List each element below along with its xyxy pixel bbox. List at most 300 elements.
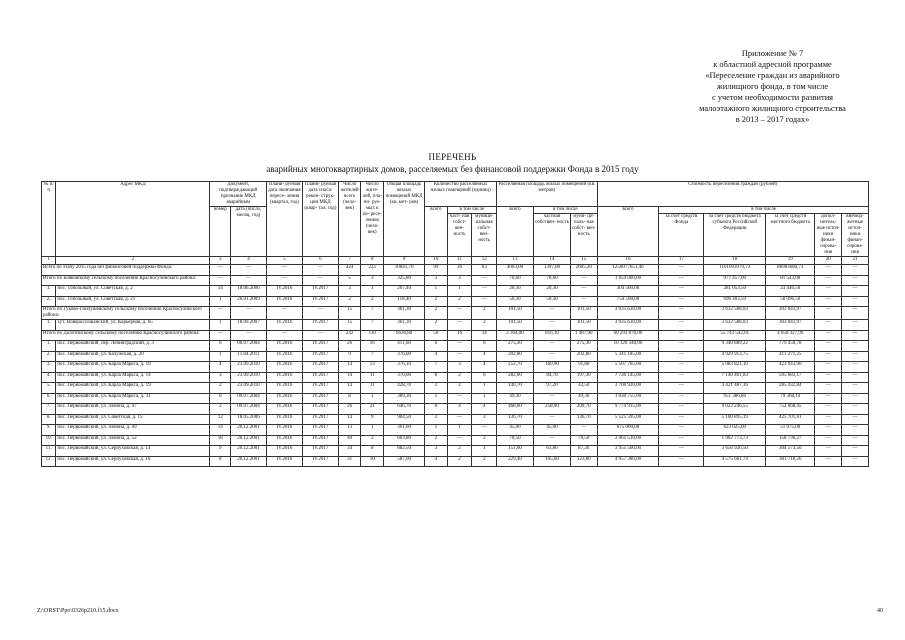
table-cell: 389,30 xyxy=(384,393,425,404)
table-cell: 209,70 xyxy=(570,404,597,415)
table-row xyxy=(42,383,869,394)
header-residents: Число жителей всего (чело- век) xyxy=(338,182,361,257)
table-cell: 2 xyxy=(425,307,448,320)
row-address: пос. Первомайский, ул. Карла Маркса, д. 14 xyxy=(56,372,210,383)
header-regional: за счет средств бюджета субъекта Российской Федерации xyxy=(704,214,766,257)
header-doc-date: дата (число, месяц, год) xyxy=(231,207,267,257)
table-cell: 8 xyxy=(425,372,448,383)
table-cell: 158 736,27 xyxy=(766,435,815,446)
row-number: 4. xyxy=(42,372,56,383)
table-cell: 977 457,00 xyxy=(704,275,766,286)
table-cell: 1 xyxy=(472,446,497,457)
table-cell: 4 xyxy=(425,456,448,467)
table-cell: 1 xyxy=(425,286,448,297)
table-subtotal-row xyxy=(42,275,869,286)
houses-table xyxy=(41,181,869,467)
table-cell: IV.2017 xyxy=(302,351,338,362)
table-cell: IV.2017 xyxy=(302,341,338,352)
table-row xyxy=(42,296,869,307)
table-cell: — xyxy=(447,307,472,320)
table-cell: 70,60 xyxy=(497,275,534,286)
table-cell: 18.09.2007 xyxy=(231,320,267,331)
table-cell: 281 053,50 xyxy=(704,286,766,297)
header-address: Адрес МКД xyxy=(56,182,210,257)
table-cell: 752 668,45 xyxy=(766,404,815,415)
table-row xyxy=(42,456,869,467)
table-cell: 4 xyxy=(210,362,231,373)
table-cell: — xyxy=(815,320,842,331)
table-cell: — xyxy=(231,307,267,320)
header-private: част- ная собст- вен- ность xyxy=(447,214,472,257)
table-cell: 3 xyxy=(338,286,361,297)
table-cell: 4 957 380,00 xyxy=(597,456,659,467)
column-number: 9 xyxy=(384,257,425,265)
table-cell: 951 386,86 xyxy=(704,393,766,404)
table-cell: 3 935 630,00 xyxy=(597,320,659,331)
appendix-line: с учетом необходимости развития xyxy=(711,93,834,102)
table-cell: 1 059 000,00 xyxy=(597,275,659,286)
table-cell: — xyxy=(815,425,842,436)
column-number: 20 xyxy=(815,257,842,265)
table-cell: 11 xyxy=(361,372,384,383)
table-cell: 304 573,50 xyxy=(766,446,815,457)
row-address: пос. Первомайский, ул. Ленина, д. 47 xyxy=(56,404,210,415)
table-cell: — xyxy=(659,414,704,425)
header-area-total: всего xyxy=(497,207,534,257)
table-cell: — xyxy=(447,341,472,352)
table-cell: IV.2016 xyxy=(266,372,302,383)
table-cell: IV.2017 xyxy=(302,425,338,436)
column-numbers-row xyxy=(42,257,869,265)
table-subtotal-row xyxy=(42,265,869,276)
table-cell: — xyxy=(842,435,869,446)
column-number: 19 xyxy=(766,257,815,265)
column-number: 8 xyxy=(361,257,384,265)
table-cell: — xyxy=(570,286,597,297)
table-cell: 5 525 595,00 xyxy=(597,414,659,425)
table-cell: 275,30 xyxy=(570,341,597,352)
table-cell: 23.09.2010 xyxy=(231,372,267,383)
table-cell: 3 935 630,00 xyxy=(597,307,659,320)
table-cell: 11.04.2011 xyxy=(231,351,267,362)
table-cell: 105,60 xyxy=(533,456,570,467)
table-cell: 1 xyxy=(425,393,448,404)
table-cell: 587,00 xyxy=(384,456,425,467)
table-cell: 4 xyxy=(472,362,497,373)
table-cell: 60 293 870,00 xyxy=(597,330,659,341)
table-cell: 23.09.2010 xyxy=(231,362,267,373)
table-cell: 1250077651,46 xyxy=(597,265,659,276)
table-cell: 423 943,90 xyxy=(766,362,815,373)
table-cell: — xyxy=(231,265,267,276)
row-label: Итого по Долотинскому сельскому поселению Красносулинского района: xyxy=(42,330,210,341)
table-cell: 06.07.2004 xyxy=(231,341,267,352)
table-cell: — xyxy=(842,330,869,341)
table-cell: 603,80 xyxy=(384,435,425,446)
table-cell: 5 507 765,00 xyxy=(597,362,659,373)
table-cell: — xyxy=(210,307,231,320)
table-cell: 361,30 xyxy=(384,307,425,320)
table-cell: 3 xyxy=(447,275,472,286)
table-cell: 5 083 821,10 xyxy=(704,362,766,373)
table-cell: 14 xyxy=(338,362,361,373)
table-cell: 5 100 895,19 xyxy=(704,414,766,425)
table-cell: IV.2016 xyxy=(266,435,302,446)
table-cell: — xyxy=(659,275,704,286)
table-cell: 3 xyxy=(425,446,448,457)
header-res-planned: Число жите- лей, пла- ни- руе- мых к пе- ресе- лению (чело- век) xyxy=(361,182,384,257)
header-area-incl: в том числе xyxy=(533,207,597,214)
table-cell: 50,30 xyxy=(533,296,570,307)
table-cell: 1 xyxy=(472,383,497,394)
table-cell: 2 xyxy=(447,372,472,383)
table-cell: 20.12.2001 xyxy=(231,435,267,446)
table-cell: 882,50 xyxy=(384,446,425,457)
header-cost: Стоимость переселения граждан (рублей) xyxy=(597,182,868,207)
table-cell: 101,50 xyxy=(497,320,534,331)
table-cell: 91,80 xyxy=(570,362,597,373)
table-cell: 79 368,14 xyxy=(766,393,815,404)
table-cell: 207,40 xyxy=(384,286,425,297)
table-cell: 9 xyxy=(210,446,231,457)
table-cell: 15 xyxy=(338,320,361,331)
table-row xyxy=(42,425,869,436)
row-number: 3. xyxy=(42,362,56,373)
table-cell: 304 500,00 xyxy=(597,286,659,297)
row-address: пос. Топольный, ул. Советская, д. 2 xyxy=(56,286,210,297)
table-cell: — xyxy=(842,351,869,362)
column-number: 12 xyxy=(472,257,497,265)
table-cell: 26.01.2009 xyxy=(231,296,267,307)
table-cell: 63 xyxy=(472,265,497,276)
table-cell: IV.2017 xyxy=(302,414,338,425)
table-cell: 55 743 542,01 xyxy=(704,330,766,341)
table-cell: IV.2016 xyxy=(266,393,302,404)
header-rooms-count: Количество расселяемых жилых помещений (единиц) xyxy=(425,182,497,207)
footer-file-path: Z:\ORST\Ppo\0326p210.f15.docx xyxy=(37,608,119,614)
table-cell: 361,30 xyxy=(384,320,425,331)
table-cell: 376,00 xyxy=(384,351,425,362)
table-cell: — xyxy=(842,275,869,286)
appendix-line: малоэтажного жилищного строительства xyxy=(699,104,846,113)
table-cell: — xyxy=(659,296,704,307)
table-cell: IV.2017 xyxy=(302,404,338,415)
header-fund: за счет средств Фонда xyxy=(659,214,704,257)
table-cell: 7 xyxy=(361,307,384,320)
table-cell: — xyxy=(472,286,497,297)
table-cell: 1 xyxy=(472,393,497,404)
table-cell: IV.2016 xyxy=(266,425,302,436)
table-cell: — xyxy=(815,404,842,415)
table-cell: — xyxy=(533,341,570,352)
table-cell: 50,30 xyxy=(497,296,534,307)
table-cell: IV.2017 xyxy=(302,320,338,331)
table-cell: — xyxy=(659,362,704,373)
table-cell: — xyxy=(302,330,338,341)
table-cell: 4 xyxy=(447,404,472,415)
table-cell: 12 xyxy=(210,414,231,425)
header-plan-demolish: Плани- руемая дата сноса/ рекон- струк- ции МКД (квар- тал, год) xyxy=(302,182,338,257)
column-number: 2 xyxy=(56,257,210,265)
table-cell: 45,00 xyxy=(533,425,570,436)
table-cell: 8 xyxy=(338,393,361,404)
table-cell: 5 341 185,00 xyxy=(597,351,659,362)
row-number: 5. xyxy=(42,383,56,394)
table-cell: 70,60 xyxy=(533,275,570,286)
table-cell: — xyxy=(842,320,869,331)
table-cell: IV.2017 xyxy=(302,435,338,446)
table-cell: 7 xyxy=(361,320,384,331)
table-cell: 197,30 xyxy=(570,372,597,383)
table-cell: — xyxy=(659,286,704,297)
table-cell: 623 025,00 xyxy=(704,425,766,436)
table-cell: IV.2017 xyxy=(302,393,338,404)
table-cell: 904,50 xyxy=(384,414,425,425)
header-area-rehoused: Расселяемая площадь жилых помещений (кв. метров) xyxy=(497,182,598,207)
row-address: пос. Топольный, ул. Советская, д. 21 xyxy=(56,296,210,307)
table-cell: — xyxy=(815,307,842,320)
table-row xyxy=(42,362,869,373)
table-cell: — xyxy=(815,286,842,297)
table-cell: 754 500,00 xyxy=(597,296,659,307)
table-cell: IV.2017 xyxy=(302,286,338,297)
table-cell: 20,30 xyxy=(533,286,570,297)
table-cell: 8 xyxy=(425,404,448,415)
table-cell: — xyxy=(659,446,704,457)
table-cell: 646,70 xyxy=(384,404,425,415)
table-cell: 50 xyxy=(425,330,448,341)
column-number: 15 xyxy=(570,257,597,265)
table-cell: 31 xyxy=(338,456,361,467)
table-cell: 14 xyxy=(338,372,361,383)
appendix-line: Приложение № 7 xyxy=(741,49,804,58)
table-row xyxy=(42,393,869,404)
table-cell: 202,80 xyxy=(570,351,597,362)
table-cell: 3 xyxy=(447,362,472,373)
table-cell: — xyxy=(842,383,869,394)
table-cell: 303 041,97 xyxy=(766,307,815,320)
row-label: Итого по Гуково-Гнилушевскому сельскому поселению Красносулинского района: xyxy=(42,307,210,320)
table-cell: 15 xyxy=(338,307,361,320)
table-row xyxy=(42,372,869,383)
table-cell: 14 xyxy=(338,383,361,394)
table-cell: — xyxy=(302,275,338,286)
table-cell: 1 xyxy=(210,296,231,307)
table-cell: 779 450,78 xyxy=(766,341,815,352)
table-cell: 4 xyxy=(472,404,497,415)
table-cell: 14 xyxy=(210,286,231,297)
table-cell: 242 xyxy=(338,330,361,341)
table-cell: 70,50 xyxy=(497,435,534,446)
table-cell: 20.12.2001 xyxy=(231,456,267,467)
table-cell: 2 xyxy=(447,296,472,307)
table-cell: — xyxy=(659,383,704,394)
table-cell: 110 xyxy=(361,330,384,341)
table-cell: 9 340 889,22 xyxy=(704,341,766,352)
table-cell: — xyxy=(302,265,338,276)
table-cell: 4 929 913,75 xyxy=(704,351,766,362)
table-cell: 370,00 xyxy=(384,372,425,383)
table-cell: 2 304,00 xyxy=(497,330,534,341)
table-cell: 6 xyxy=(210,341,231,352)
column-number: 16 xyxy=(597,257,659,265)
row-address: пос. Первомайский, пер. Ленинградский, д. 3 xyxy=(56,341,210,352)
table-cell: — xyxy=(659,265,704,276)
table-cell: 9 xyxy=(338,351,361,362)
table-cell: 34 xyxy=(338,446,361,457)
table-cell: — xyxy=(842,393,869,404)
table-cell: — xyxy=(815,265,842,276)
table-cell: — xyxy=(266,330,302,341)
table-cell: 7 140 461,83 xyxy=(704,372,766,383)
table-cell: 1 xyxy=(447,425,472,436)
table-cell: 424 xyxy=(338,265,361,276)
table-cell: IV.2017 xyxy=(302,446,338,457)
table-cell: — xyxy=(815,351,842,362)
page-number: 40 xyxy=(877,608,883,614)
table-cell: 361,60 xyxy=(384,425,425,436)
row-address: хут. Новороссошанский, ул. Карьерная, д. 65 xyxy=(56,320,210,331)
row-number: 7. xyxy=(42,404,56,415)
table-cell: — xyxy=(659,456,704,467)
table-cell: 14 xyxy=(210,425,231,436)
table-cell: 2 xyxy=(472,320,497,331)
table-cell: 2605,20 xyxy=(570,265,597,276)
table-cell: IV.2017 xyxy=(302,372,338,383)
row-address: пос. Первомайский, ул. Карла Маркса, д. 31 xyxy=(56,393,210,404)
table-cell: — xyxy=(472,425,497,436)
table-cell: 2 xyxy=(472,435,497,446)
table-cell: — xyxy=(659,307,704,320)
table-subtotal-row xyxy=(42,307,869,320)
table-cell: 2 xyxy=(210,383,231,394)
table-cell: — xyxy=(815,435,842,446)
header-cost-total: всего xyxy=(597,207,659,257)
table-cell: 3 xyxy=(361,275,384,286)
table-row xyxy=(42,351,869,362)
table-cell: — xyxy=(266,275,302,286)
row-number: 9. xyxy=(42,425,56,436)
table-cell: 2 xyxy=(447,446,472,457)
table-cell: 11 xyxy=(361,383,384,394)
column-number: 4 xyxy=(231,257,267,265)
table-cell: — xyxy=(447,351,472,362)
table-cell: 3 421 487,16 xyxy=(704,383,766,394)
row-address: пос. Первомайский, ул. Серпуховская, д. 14 xyxy=(56,446,210,457)
appendix-line: жилищного фонда, в том числе xyxy=(716,82,829,91)
table-cell: 36 xyxy=(447,265,472,276)
table-cell: — xyxy=(231,330,267,341)
table-cell: 13 xyxy=(361,362,384,373)
table-cell: 229,40 xyxy=(497,456,534,467)
table-cell: 3 650 926,50 xyxy=(704,446,766,457)
table-cell: 675 000,00 xyxy=(597,425,659,436)
table-cell: — xyxy=(842,265,869,276)
table-cell: — xyxy=(842,286,869,297)
table-cell: 160,90 xyxy=(533,362,570,373)
table-cell: 18.06.2006 xyxy=(231,286,267,297)
table-cell: — xyxy=(815,362,842,373)
table-cell: — xyxy=(210,330,231,341)
table-cell: 376,10 xyxy=(384,362,425,373)
table-cell: — xyxy=(533,393,570,404)
table-cell: 09.07.2004 xyxy=(231,404,267,415)
table-cell: 16 xyxy=(447,330,472,341)
table-cell: 1 902 773,73 xyxy=(704,435,766,446)
appendix-line: в 2013 – 2017 годах» xyxy=(735,115,810,124)
column-number: 7 xyxy=(338,257,361,265)
table-cell: 4 575 661,74 xyxy=(704,456,766,467)
table-cell: 3 632 588,03 xyxy=(704,307,766,320)
table-cell: 816,10 xyxy=(533,330,570,341)
table-cell: — xyxy=(842,414,869,425)
header-private-area: частная собствен- ность xyxy=(533,214,570,257)
table-cell: 4003,00 xyxy=(497,265,534,276)
table-cell: 1 xyxy=(210,351,231,362)
column-number: 6 xyxy=(302,257,338,265)
table-cell: 136,70 xyxy=(570,414,597,425)
header-municipal: муници- пальная собст- вен- ность xyxy=(472,214,497,257)
row-number: 8. xyxy=(42,414,56,425)
table-cell: 258,90 xyxy=(533,404,570,415)
table-cell: — xyxy=(210,275,231,286)
table-cell: 2 xyxy=(472,307,497,320)
table-cell: 23 446,50 xyxy=(766,286,815,297)
table-cell: 58 096,50 xyxy=(766,296,815,307)
table-cell: 1397,80 xyxy=(533,265,570,276)
table-cell: 6 xyxy=(425,341,448,352)
table-cell: 1 487,90 xyxy=(570,330,597,341)
table-cell: 9 774 915,00 xyxy=(597,404,659,415)
table-cell: — xyxy=(815,383,842,394)
table-cell: 411,60 xyxy=(384,341,425,352)
table-cell: 6636,80 xyxy=(384,330,425,341)
table-cell: 1 xyxy=(447,286,472,297)
table-subtotal-row xyxy=(42,330,869,341)
column-number: 18 xyxy=(704,257,766,265)
row-number: 2. xyxy=(42,296,56,307)
table-cell: 6 xyxy=(210,393,231,404)
table-cell: 2 xyxy=(361,435,384,446)
appendix-line: «Переселение граждан из аварийного xyxy=(705,71,840,80)
table-cell: — xyxy=(472,296,497,307)
table-cell: 275,30 xyxy=(497,341,534,352)
table-cell: — xyxy=(472,275,497,286)
table-cell: 1 030 755,00 xyxy=(597,393,659,404)
table-cell: 18 xyxy=(210,435,231,446)
table-cell: — xyxy=(815,275,842,286)
column-number: 5 xyxy=(266,257,302,265)
table-cell: — xyxy=(815,446,842,457)
row-address: пос. Первомайский, ул. Карла Маркса, д. 19 xyxy=(56,383,210,394)
table-cell: 6 xyxy=(472,372,497,383)
document-subtitle: аварийных многоквартирных домов, расселяемых без финансовой поддержки Фонда в 2015 году xyxy=(266,164,639,174)
table-cell: 10 xyxy=(361,456,384,467)
table-cell: 3 xyxy=(472,414,497,425)
row-label: Всего по этапу 2015 года без финансовой поддержки Фонда: xyxy=(42,265,210,276)
table-cell: 7 736 145,00 xyxy=(597,372,659,383)
table-cell: IV.2017 xyxy=(302,296,338,307)
table-cell: — xyxy=(659,435,704,446)
table-cell: 14 xyxy=(338,414,361,425)
table-cell: 70,50 xyxy=(570,435,597,446)
table-cell: — xyxy=(533,435,570,446)
table-cell: 7 xyxy=(425,362,448,373)
table-cell: IV.2016 xyxy=(266,446,302,457)
row-number: 1. xyxy=(42,286,56,297)
table-cell: 136,70 xyxy=(497,414,534,425)
row-label: Итого по Бояковскому сельскому поселению Красносулинского района: xyxy=(42,275,210,286)
